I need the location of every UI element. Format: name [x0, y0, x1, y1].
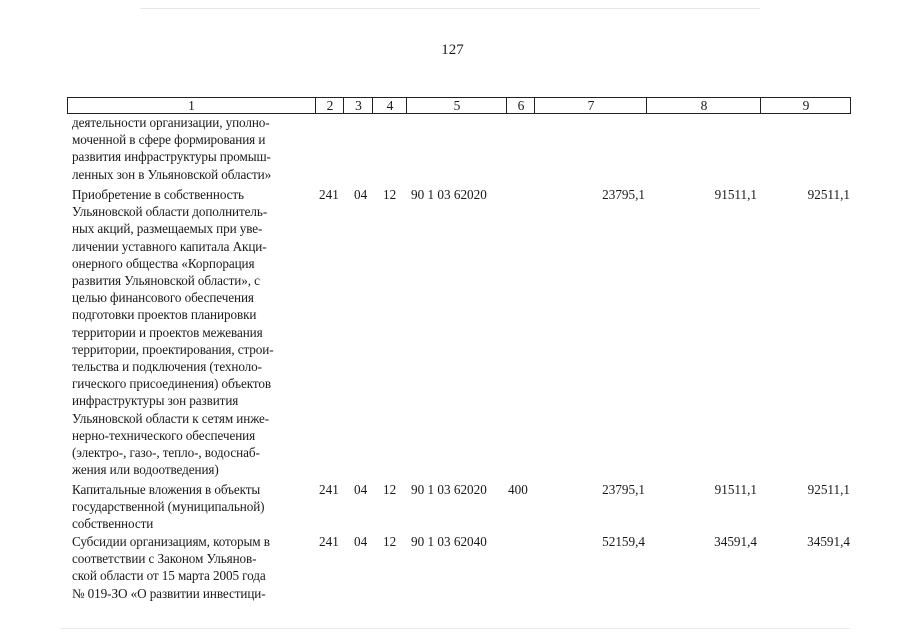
- header-col-1: 1: [188, 98, 195, 113]
- cell-amount-col7: 23795,1: [602, 187, 645, 202]
- row-description: [72, 186, 308, 478]
- cell-expense-type: 400: [508, 482, 528, 497]
- row-description: [72, 481, 308, 533]
- page-number: 127: [441, 42, 464, 58]
- text-line: ской области от 15 марта 2005 года: [72, 568, 266, 584]
- cell-amount-col9: 34591,4: [807, 534, 850, 549]
- header-col-6: 6: [506, 98, 535, 113]
- cell-section: 04: [354, 534, 368, 549]
- cell-admin-code: 241: [319, 534, 339, 549]
- cell-target-article: 90 1 03 62020: [411, 482, 487, 497]
- text-line: целью финансового обеспечения: [72, 290, 254, 306]
- cell-subsection: 12: [383, 482, 397, 497]
- text-line: Ульяновской области дополнитель-: [72, 204, 268, 220]
- cell-section: 04: [354, 187, 368, 202]
- cell-admin-code: 241: [319, 187, 339, 202]
- row-description: [72, 114, 308, 183]
- cell-section: 04: [354, 482, 368, 497]
- text-line: развития Ульяновской области», с: [72, 273, 260, 289]
- cell-amount-col8: 91511,1: [714, 482, 757, 497]
- header-col-7: 7: [534, 98, 647, 113]
- text-line: территории и проектов межевания: [72, 324, 263, 340]
- text-line: Капитальные вложения в объекты: [72, 482, 261, 497]
- cell-target-article: 90 1 03 62020: [411, 187, 487, 202]
- cell-admin-code: 241: [319, 482, 339, 497]
- header-col-2: 2: [315, 98, 344, 113]
- text-line: гического присоединения) объектов: [72, 376, 271, 392]
- scan-edge-bottom: [60, 628, 850, 629]
- text-line: инфраструктуры зон развития: [72, 393, 239, 409]
- text-line: моченной в сфере формирования и: [72, 132, 266, 148]
- text-line: Ульяновской области к сетям инже-: [72, 410, 270, 426]
- text-line: собственности: [72, 516, 154, 532]
- cell-amount-col7: 52159,4: [602, 534, 645, 549]
- cell-target-article: 90 1 03 62040: [411, 534, 487, 549]
- text-line: территории, проектирования, строи-: [72, 341, 274, 357]
- text-line: (электро-, газо-, тепло-, водоснаб-: [72, 445, 260, 461]
- text-line: № 019-ЗО «О развитии инвестици-: [72, 585, 266, 601]
- header-col-4: 4: [372, 98, 407, 113]
- text-line: тельства и подключения (техноло-: [72, 359, 262, 375]
- cell-amount-col8: 34591,4: [714, 534, 757, 549]
- cell-amount-col7: 23795,1: [602, 482, 645, 497]
- text-line: Приобретение в собственность: [72, 187, 244, 202]
- cell-subsection: 12: [383, 534, 397, 549]
- text-line: развития инфраструктуры промыш-: [72, 149, 271, 165]
- text-line: онерного общества «Корпорация: [72, 255, 255, 271]
- text-line: нерно-технического обеспечения: [72, 427, 256, 443]
- cell-amount-col9: 92511,1: [807, 482, 850, 497]
- row-description: [72, 533, 308, 602]
- text-line: государственной (муниципальной): [72, 499, 265, 515]
- text-line: подготовки проектов планировки: [72, 307, 257, 323]
- text-line: личении уставного капитала Акци-: [72, 238, 267, 254]
- scan-edge-top: [140, 8, 760, 9]
- table-header: [67, 97, 851, 114]
- text-line: ленных зон в Ульяновской области»: [72, 166, 272, 182]
- cell-amount-col8: 91511,1: [714, 187, 757, 202]
- text-line: жения или водоотведения): [72, 462, 219, 478]
- header-col-9: 9: [760, 98, 851, 113]
- text-line: Субсидии организациям, которым в: [72, 534, 270, 549]
- header-col-5: 5: [406, 98, 507, 113]
- text-line: деятельности организации, уполно-: [72, 115, 270, 130]
- header-col-3: 3: [343, 98, 373, 113]
- header-col-8: 8: [646, 98, 761, 113]
- cell-amount-col9: 92511,1: [807, 187, 850, 202]
- text-line: соответствии с Законом Ульянов-: [72, 551, 257, 567]
- cell-subsection: 12: [383, 187, 397, 202]
- text-line: ных акций, размещаемых при уве-: [72, 221, 263, 237]
